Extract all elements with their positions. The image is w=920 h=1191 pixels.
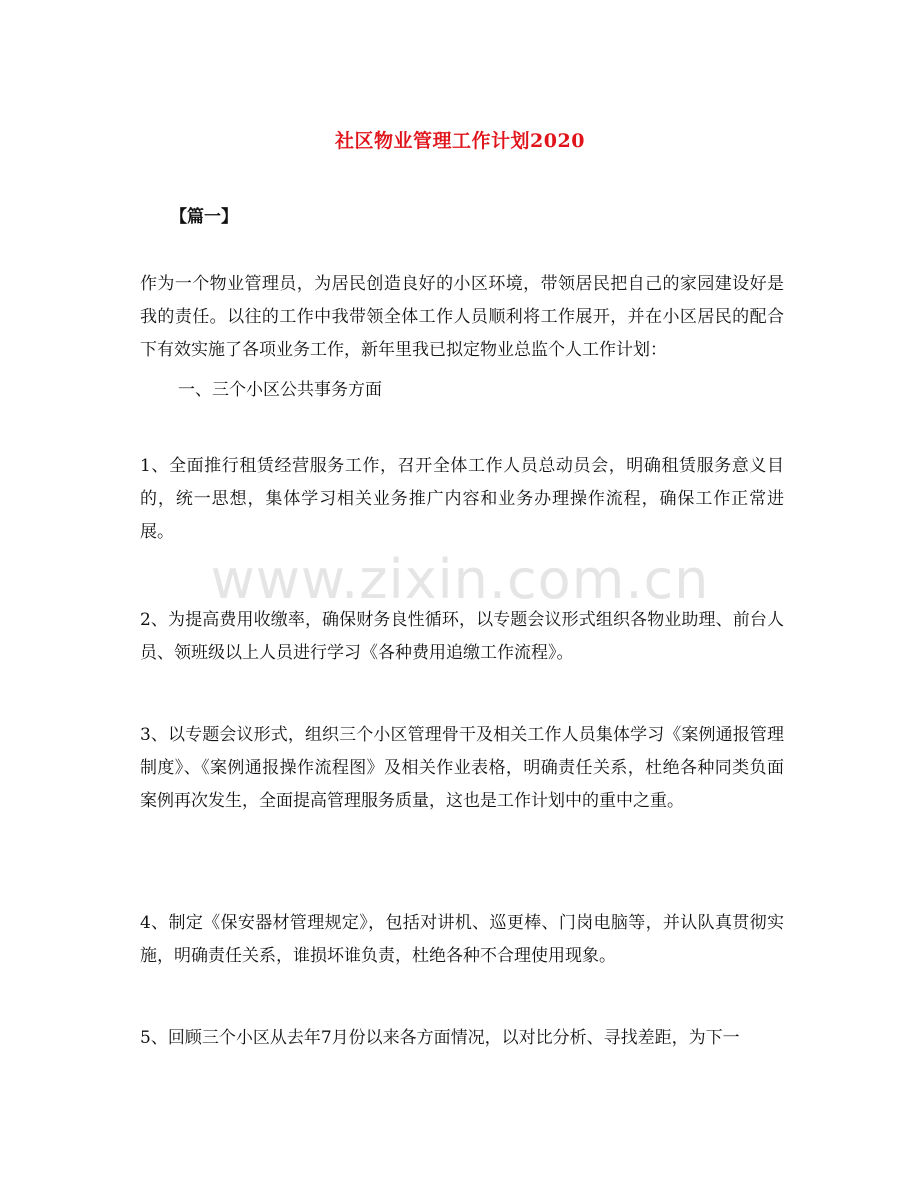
list-item: 5、回顾三个小区从去年7月份以来各方面情况，以对比分析、寻找差距，为下一 bbox=[140, 1028, 740, 1048]
list-item: 1、全面推行租赁经营服务工作，召开全体工作人员总动员会，明确租赁服务意义目的，统一思想，集体学习相关业务推广内容和业务办理操作流程，确保工作正常进展。 bbox=[140, 456, 784, 542]
list-item: 3、以专题会议形式，组织三个小区管理骨干及相关工作人员集体学习《案例通报管理制度》、《案例通报操作流程图》及相关作业表格，明确责任关系，杜绝各种同类负面案例再次发生，全面提高管理服务质量，这也是工作计划中的重中之重。 bbox=[140, 725, 784, 811]
list-item: 4、制定《保安器材管理规定》，包括对讲机、巡更棒、门岗电脑等，并认队真贯彻实施，明确责任关系，谁损坏谁负责，杜绝各种不合理使用现象。 bbox=[140, 913, 784, 966]
document-title: 社区物业管理工作计划2020 bbox=[335, 130, 585, 152]
section-label: 【篇一】 bbox=[170, 207, 238, 227]
subheading: 一、三个小区公共事务方面 bbox=[178, 380, 382, 400]
list-item: 2、为提高费用收缴率，确保财务良性循环，以专题会议形式组织各物业助理、前台人员、领班级以上人员进行学习《各种费用追缴工作流程》。 bbox=[140, 610, 784, 663]
intro-paragraph: 作为一个物业管理员，为居民创造良好的小区环境，带领居民把自己的家园建设好是我的责任。以往的工作中我带领全体工作人员顺利将工作展开，并在小区居民的配合下有效实施了各项业务工作，新年里我已拟定物业总监个人工作计划： bbox=[140, 274, 784, 360]
watermark-text: www.zixin.com.cn bbox=[210, 548, 710, 611]
